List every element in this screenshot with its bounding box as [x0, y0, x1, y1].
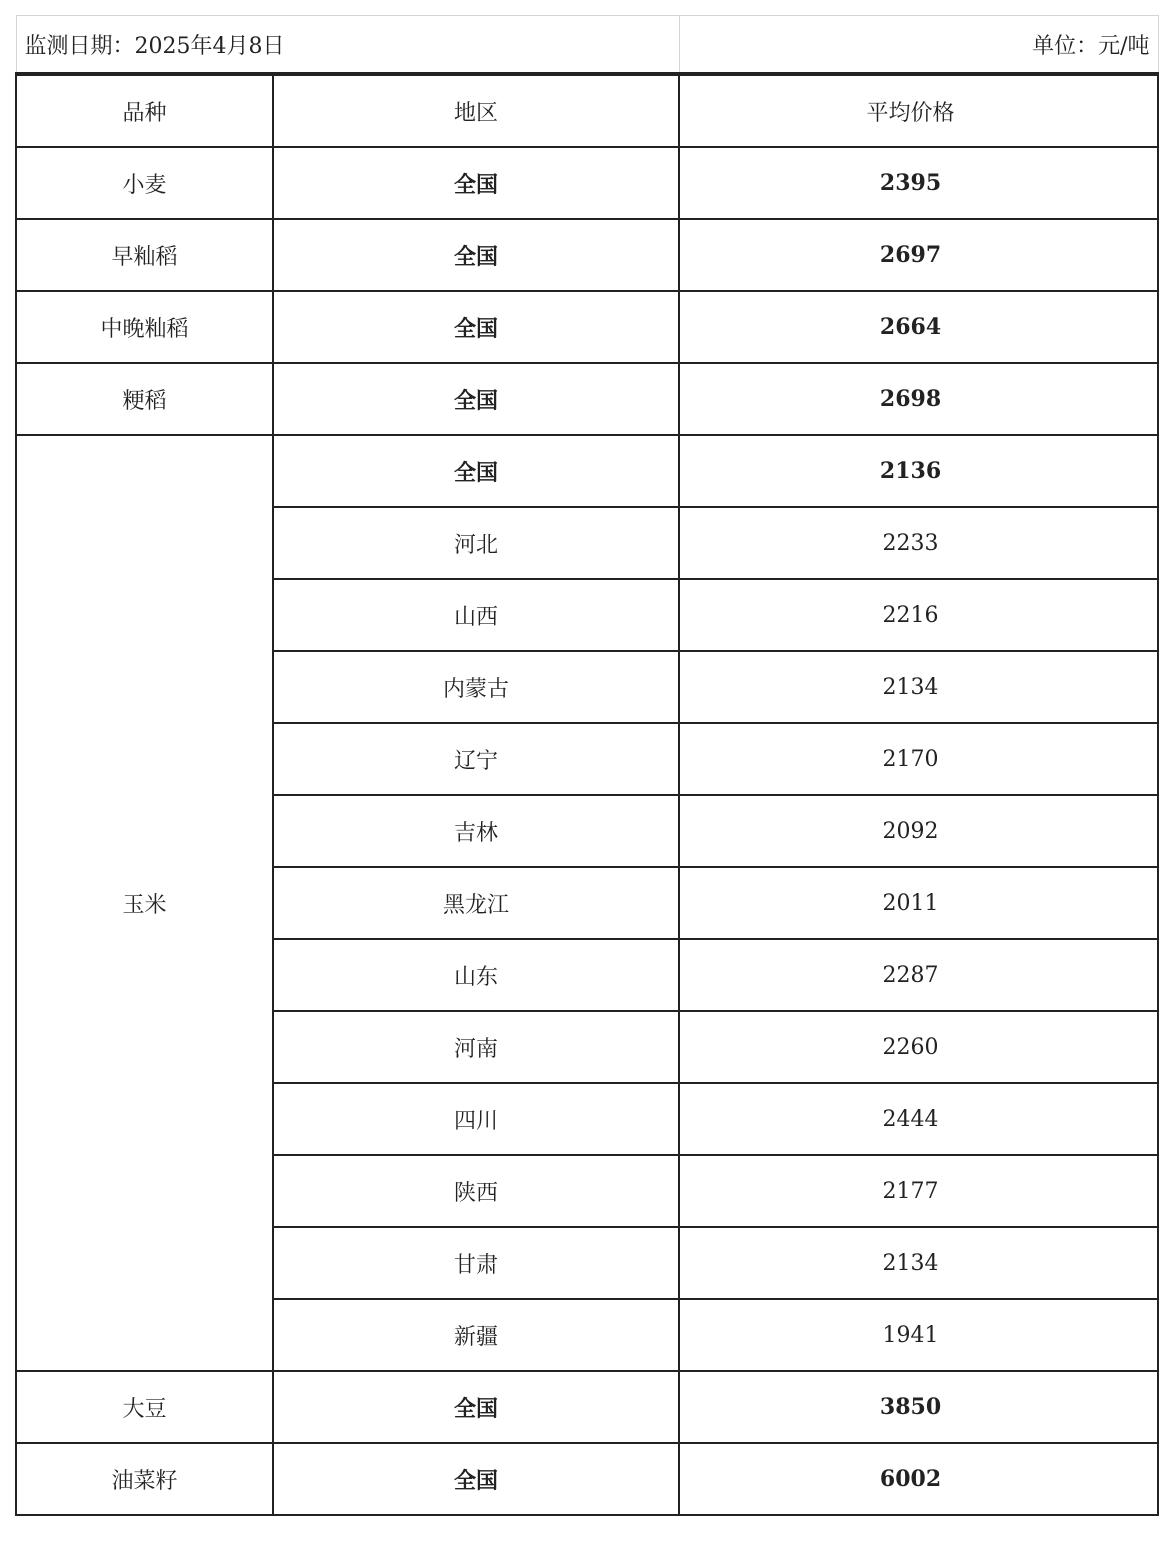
price-cell: 2664: [679, 291, 1158, 363]
variety-cell: 小麦: [16, 147, 273, 219]
region-cell: 内蒙古: [273, 651, 679, 723]
price-table: [15, 15, 1159, 1516]
region-cell: 山西: [273, 579, 679, 651]
region-cell: 辽宁: [273, 723, 679, 795]
region-cell: 全国: [273, 147, 679, 219]
price-cell: 2444: [679, 1083, 1158, 1155]
unit-label: 单位：元/吨: [679, 16, 1158, 75]
price-cell: 2697: [679, 219, 1158, 291]
variety-cell: 中晚籼稻: [16, 291, 273, 363]
region-cell: 全国: [273, 219, 679, 291]
header-price: 平均价格: [679, 74, 1158, 147]
region-cell: 山东: [273, 939, 679, 1011]
price-cell: 2260: [679, 1011, 1158, 1083]
price-cell: 2134: [679, 1227, 1158, 1299]
table-row: [16, 1371, 1158, 1443]
price-cell: 2170: [679, 723, 1158, 795]
price-cell: 2233: [679, 507, 1158, 579]
table-row: [16, 147, 1158, 219]
price-cell: 2011: [679, 867, 1158, 939]
region-cell: 甘肃: [273, 1227, 679, 1299]
region-cell: 陕西: [273, 1155, 679, 1227]
region-cell: 河北: [273, 507, 679, 579]
price-sheet: [15, 15, 1157, 1516]
table-row: [16, 291, 1158, 363]
table-row: [16, 363, 1158, 435]
monitor-date: 监测日期：2025年4月8日: [16, 16, 679, 75]
variety-cell-corn: 玉米: [16, 435, 273, 1371]
price-cell: 2177: [679, 1155, 1158, 1227]
variety-cell: 油菜籽: [16, 1443, 273, 1515]
table-row: [16, 435, 1158, 507]
price-cell: 6002: [679, 1443, 1158, 1515]
header-variety: 品种: [16, 74, 273, 147]
variety-cell: 粳稻: [16, 363, 273, 435]
region-cell: 四川: [273, 1083, 679, 1155]
price-cell: 1941: [679, 1299, 1158, 1371]
price-cell: 2136: [679, 435, 1158, 507]
region-cell: 河南: [273, 1011, 679, 1083]
region-cell: 全国: [273, 363, 679, 435]
price-cell: 2698: [679, 363, 1158, 435]
region-cell: 全国: [273, 291, 679, 363]
region-cell: 吉林: [273, 795, 679, 867]
region-cell: 全国: [273, 435, 679, 507]
price-cell: 2395: [679, 147, 1158, 219]
price-cell: 2134: [679, 651, 1158, 723]
meta-row: [16, 16, 1158, 75]
price-cell: 2092: [679, 795, 1158, 867]
region-cell: 黑龙江: [273, 867, 679, 939]
region-cell: 全国: [273, 1443, 679, 1515]
price-cell: 3850: [679, 1371, 1158, 1443]
price-cell: 2216: [679, 579, 1158, 651]
header-region: 地区: [273, 74, 679, 147]
table-row: [16, 1443, 1158, 1515]
table-row: [16, 219, 1158, 291]
header-row: [16, 74, 1158, 147]
price-cell: 2287: [679, 939, 1158, 1011]
region-cell: 全国: [273, 1371, 679, 1443]
variety-cell: 早籼稻: [16, 219, 273, 291]
variety-cell: 大豆: [16, 1371, 273, 1443]
region-cell: 新疆: [273, 1299, 679, 1371]
